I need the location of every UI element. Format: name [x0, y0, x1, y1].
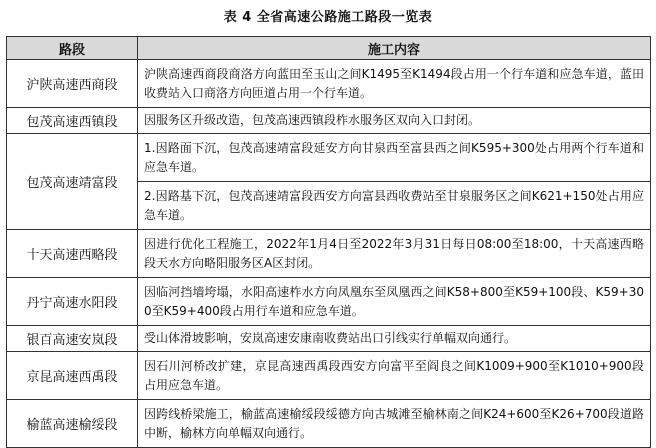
road-cell: 银百高速安岚段 [7, 326, 138, 352]
road-cell: 京昆高速西禹段 [7, 352, 138, 400]
content-cell: 沪陕高速西商段商洛方向蓝田至玉山之间K1495至K1494段占用一个行车道和应急车道，蓝田收费站入口商洛方向匝道占用一个行车道。 [138, 60, 651, 108]
content-cell: 2.因路基下沉，包茂高速靖富段西安方向富县西收费站至甘泉服务区之间K621+150处占用应急车道。 [138, 182, 651, 230]
content-cell: 因跨线桥梁施工，榆蓝高速榆绥段绥德方向古城滩至榆林南之间K24+600至K26+700段道路中断，榆林方向单幅双向通行。 [138, 400, 651, 448]
content-cell: 受山体滑坡影响，安岚高速安康南收费站出口引线实行单幅双向通行。 [138, 326, 651, 352]
road-cell: 榆蓝高速榆绥段 [7, 400, 138, 448]
table-row [7, 108, 651, 134]
table-row [7, 134, 651, 182]
construction-table [6, 36, 651, 448]
header-road: 路段 [7, 37, 138, 60]
table-row [7, 326, 651, 352]
table-caption: 表 4 全省高速公路施工路段一览表 [223, 10, 433, 25]
content-cell: 1.因路面下沉，包茂高速靖富段延安方向甘泉西至富县西之间K595+300处占用两个行车道和应急车道。 [138, 134, 651, 182]
table-row [7, 278, 651, 326]
table-row [7, 230, 651, 278]
header-row [7, 37, 651, 60]
content-cell: 因服务区升级改造，包茂高速西镇段柞水服务区双向入口封闭。 [138, 108, 651, 134]
content-cell: 因石川河桥改扩建，京昆高速西禹段西安方向富平至阎良之间K1009+900至K1010+900段占用应急车道。 [138, 352, 651, 400]
content-cell: 因进行优化工程施工，2022年1月4日至2022年3月31日每日08:00至18:00，十天高速西略段天水方向略阳服务区A区封闭。 [138, 230, 651, 278]
content-cell: 因临河挡墙垮塌，水阳高速柞水方向凤凰东至凤凰西之间K58+800至K59+100段、K59+300至K59+400段占用行车道和应急车道。 [138, 278, 651, 326]
table-row [7, 60, 651, 108]
table-row [7, 352, 651, 400]
road-cell: 丹宁高速水阳段 [7, 278, 138, 326]
header-content: 施工内容 [138, 37, 651, 60]
road-cell: 十天高速西略段 [7, 230, 138, 278]
road-cell: 沪陕高速西商段 [7, 60, 138, 108]
road-cell: 包茂高速靖富段 [7, 134, 138, 230]
road-cell: 包茂高速西镇段 [7, 108, 138, 134]
table-row [7, 400, 651, 448]
